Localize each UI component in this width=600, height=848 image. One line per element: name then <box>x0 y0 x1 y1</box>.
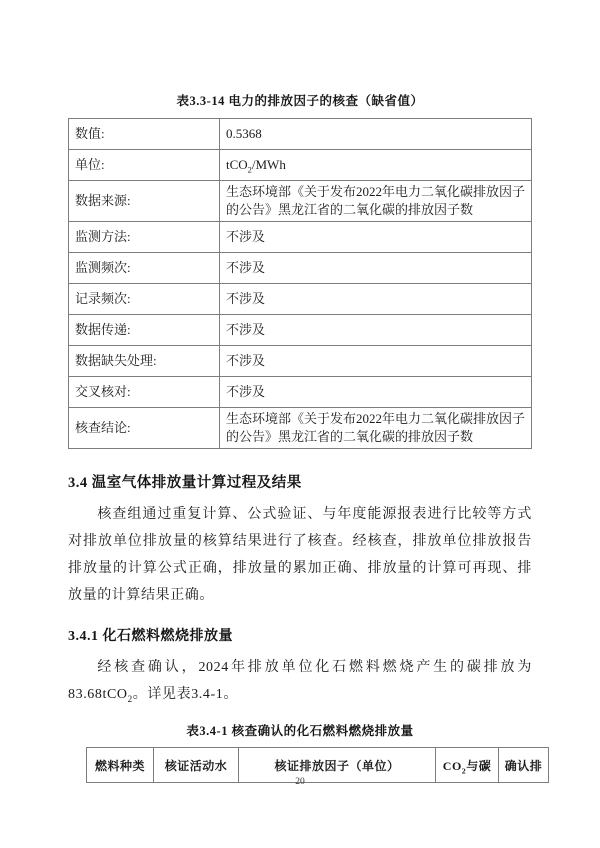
row-value: 0.5368 <box>220 119 532 150</box>
table-3-3-14-title: 表3.3-14 电力的排放因子的核查（缺省值） <box>176 94 424 108</box>
row-value: 生态环境部《关于发布2022年电力二氧化碳排放因子的公告》黑龙江省的二氧化碳的排放因子数 <box>220 181 532 222</box>
row-label: 数据传递: <box>69 315 220 346</box>
table-row <box>69 408 532 449</box>
column-header: 燃料种类 <box>87 748 154 783</box>
row-label: 单位: <box>69 150 220 181</box>
table-row <box>69 315 532 346</box>
table-row <box>69 346 532 377</box>
row-value: 不涉及 <box>220 315 532 346</box>
page-number: 20 <box>295 777 305 787</box>
section-3-4-1-paragraph: 经核查确认，2024年排放单位化石燃料燃烧产生的碳排放为83.68tCO$_2$。详见表3.4-1。 <box>68 660 532 704</box>
row-label: 监测方法: <box>69 222 220 253</box>
table-row <box>69 181 532 222</box>
section-3-4-paragraph: 核查组通过重复计算、公式验证、与年度能源报表进行比较等方式对排放单位排放量的核算结果进行了核查。经核查，排放单位排放报告排放量的计算公式正确，排放量的累加正确、排放量的计算可再现、排放量的计算结果正确。 <box>68 507 532 603</box>
row-label: 交叉核对: <box>69 377 220 408</box>
table-row <box>69 119 532 150</box>
row-value: 生态环境部《关于发布2022年电力二氧化碳排放因子的公告》黑龙江省的二氧化碳的排放因子数 <box>220 408 532 449</box>
table-row <box>69 253 532 284</box>
column-header: 确认排 <box>499 748 549 783</box>
table-row <box>69 150 532 181</box>
row-value: 不涉及 <box>220 284 532 315</box>
column-header: $CO_2$与碳 <box>436 748 499 783</box>
row-value: tCO$_2$/MWh <box>220 150 532 181</box>
row-value: 不涉及 <box>220 222 532 253</box>
row-label: 监测频次: <box>69 253 220 284</box>
row-value: 不涉及 <box>220 377 532 408</box>
section-3-4-1-heading: 3.4.1 化石燃料燃烧排放量 <box>68 629 233 644</box>
table-row <box>69 284 532 315</box>
row-value: 不涉及 <box>220 346 532 377</box>
table-3-4-1-title: 表3.4-1 核查确认的化石燃料燃烧排放量 <box>186 724 414 738</box>
emission-factor-verification-table <box>68 118 532 449</box>
table-row <box>69 222 532 253</box>
row-label: 记录频次: <box>69 284 220 315</box>
row-value: 不涉及 <box>220 253 532 284</box>
row-label: 数据来源: <box>69 181 220 222</box>
row-label: 核查结论: <box>69 408 220 449</box>
section-3-4-heading: 3.4 温室气体排放量计算过程及结果 <box>68 475 302 491</box>
table-row <box>69 377 532 408</box>
column-header: 核证排放因子（单位） <box>239 748 436 783</box>
row-label: 数据缺失处理: <box>69 346 220 377</box>
row-label: 数值: <box>69 119 220 150</box>
column-header: 核证活动水 <box>154 748 239 783</box>
